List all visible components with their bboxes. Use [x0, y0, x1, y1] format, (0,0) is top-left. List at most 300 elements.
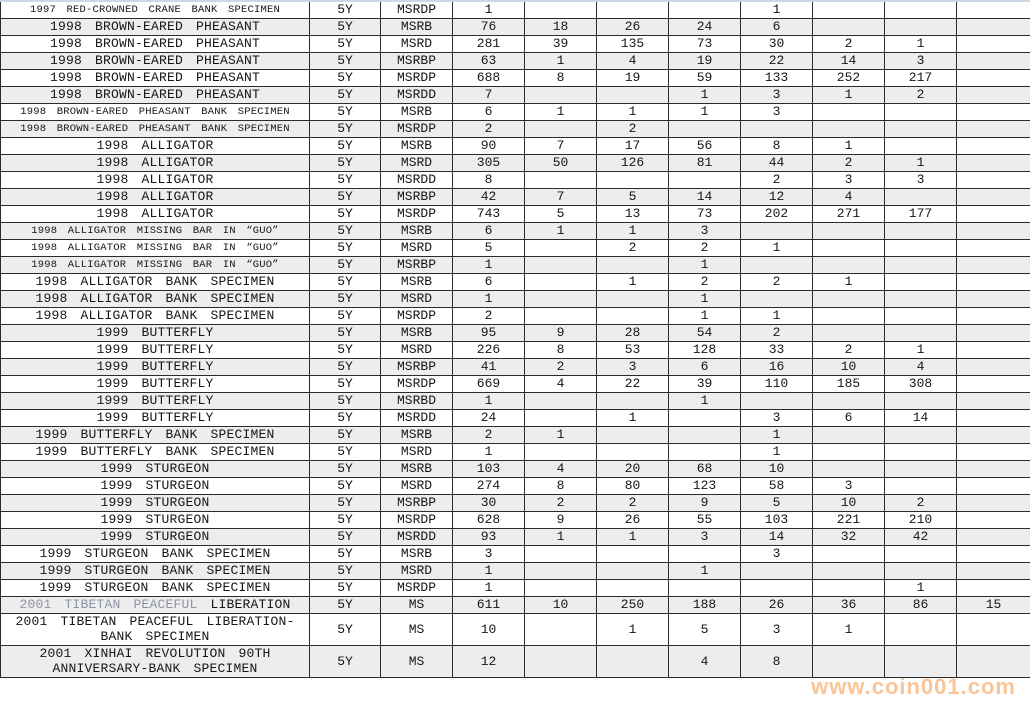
grade-count-cell: 1 [741, 1, 813, 18]
coin-name-cell[interactable] [1, 35, 310, 52]
grade-prefix-cell: MSRDD [381, 86, 453, 103]
table-row [1, 443, 1030, 460]
grade-count-cell [597, 545, 669, 562]
grade-prefix-cell: MSRDP [381, 205, 453, 222]
total-count-cell: 42 [453, 188, 525, 205]
grade-count-cell [813, 562, 885, 579]
denomination-cell: 5Y [310, 35, 381, 52]
table-row [1, 494, 1030, 511]
grade-count-cell: 56 [669, 137, 741, 154]
grade-count-cell [957, 171, 1030, 188]
grade-prefix-cell: MSRD [381, 239, 453, 256]
coin-name-cell[interactable] [1, 86, 310, 103]
grade-count-cell: 28 [597, 324, 669, 341]
grade-count-cell: 3 [885, 171, 957, 188]
coin-name-cell[interactable] [1, 1, 310, 18]
coin-name-text: 1999 STURGEON [100, 495, 210, 510]
grade-count-cell: 8 [741, 137, 813, 154]
denomination-cell: 5Y [310, 341, 381, 358]
census-table-body [1, 1, 1030, 677]
grade-count-cell: 271 [813, 205, 885, 222]
grade-count-cell [669, 120, 741, 137]
total-count-cell: 2 [453, 307, 525, 324]
grade-count-cell [885, 426, 957, 443]
grade-count-cell [741, 290, 813, 307]
denomination-cell: 5Y [310, 222, 381, 239]
coin-name-cell[interactable] [1, 375, 310, 392]
coin-name-light-text: 2001 TIBETAN PEACEFUL [19, 597, 211, 612]
grade-count-cell: 2 [813, 341, 885, 358]
total-count-cell: 669 [453, 375, 525, 392]
grade-count-cell [957, 341, 1030, 358]
coin-name-text: 1999 BUTTERFLY [96, 325, 214, 340]
grade-count-cell: 80 [597, 477, 669, 494]
grade-count-cell: 1 [669, 392, 741, 409]
coin-name-cell[interactable] [1, 341, 310, 358]
denomination-cell: 5Y [310, 120, 381, 137]
coin-name-cell[interactable] [1, 324, 310, 341]
table-row [1, 477, 1030, 494]
coin-name-text: 1998 ALLIGATOR [96, 172, 214, 187]
total-count-cell: 3 [453, 545, 525, 562]
table-row [1, 613, 1030, 645]
coin-name-text: 1998 ALLIGATOR [96, 138, 214, 153]
grade-count-cell: 110 [741, 375, 813, 392]
total-count-cell: 30 [453, 494, 525, 511]
grade-count-cell: 32 [813, 528, 885, 545]
grade-prefix-cell: MSRD [381, 290, 453, 307]
total-count-cell: 41 [453, 358, 525, 375]
grade-count-cell [525, 579, 597, 596]
total-count-cell: 281 [453, 35, 525, 52]
grade-prefix-cell: MSRDP [381, 1, 453, 18]
grade-count-cell [525, 120, 597, 137]
table-row [1, 1, 1030, 18]
coin-name-cell[interactable] [1, 409, 310, 426]
coin-name-text: 1998 ALLIGATOR BANK SPECIMEN [35, 308, 275, 323]
grade-prefix-cell: MSRB [381, 324, 453, 341]
total-count-cell: 6 [453, 273, 525, 290]
coin-name-cell[interactable] [1, 273, 310, 290]
coin-name-text: 1998 BROWN-EARED PHEASANT [49, 70, 261, 85]
grade-count-cell [885, 290, 957, 307]
coin-name-cell[interactable] [1, 239, 310, 256]
grade-count-cell [957, 460, 1030, 477]
grade-count-cell: 3 [885, 52, 957, 69]
grade-count-cell [885, 324, 957, 341]
grade-count-cell: 10 [813, 358, 885, 375]
table-row [1, 103, 1030, 120]
denomination-cell: 5Y [310, 205, 381, 222]
grade-count-cell [885, 137, 957, 154]
table-row [1, 358, 1030, 375]
grade-count-cell: 3 [669, 222, 741, 239]
table-row [1, 69, 1030, 86]
total-count-cell: 1 [453, 392, 525, 409]
coin-name-cell[interactable] [1, 205, 310, 222]
grade-count-cell: 2 [669, 239, 741, 256]
grade-count-cell: 1 [525, 426, 597, 443]
coin-name-text: 1999 BUTTERFLY BANK SPECIMEN [35, 444, 275, 459]
grade-count-cell [597, 86, 669, 103]
coin-name-cell[interactable] [1, 511, 310, 528]
table-row [1, 239, 1030, 256]
grade-count-cell: 81 [669, 154, 741, 171]
grade-prefix-cell: MS [381, 596, 453, 613]
denomination-cell: 5Y [310, 154, 381, 171]
coin-name-text: 1998 ALLIGATOR [96, 155, 214, 170]
grade-count-cell: 1 [813, 137, 885, 154]
grade-count-cell [813, 443, 885, 460]
grade-count-cell: 5 [597, 188, 669, 205]
total-count-cell: 95 [453, 324, 525, 341]
grade-count-cell: 1 [885, 154, 957, 171]
grade-prefix-cell: MSRDP [381, 579, 453, 596]
grade-count-cell: 8 [525, 69, 597, 86]
total-count-cell: 1 [453, 1, 525, 18]
coin-name-cell[interactable] [1, 120, 310, 137]
grade-prefix-cell: MSRBP [381, 256, 453, 273]
grade-prefix-cell: MSRB [381, 18, 453, 35]
coin-name-cell[interactable] [1, 256, 310, 273]
table-row [1, 375, 1030, 392]
table-row [1, 35, 1030, 52]
grade-count-cell: 177 [885, 205, 957, 222]
denomination-cell: 5Y [310, 358, 381, 375]
coin-name-text: 1998 BROWN-EARED PHEASANT [49, 36, 261, 51]
grade-count-cell: 8 [741, 645, 813, 677]
grade-count-cell [957, 358, 1030, 375]
grade-count-cell [741, 579, 813, 596]
grade-count-cell: 4 [669, 645, 741, 677]
grade-count-cell: 4 [525, 375, 597, 392]
grade-count-cell [813, 1, 885, 18]
grade-count-cell: 6 [813, 409, 885, 426]
grade-count-cell: 73 [669, 205, 741, 222]
total-count-cell: 2 [453, 426, 525, 443]
grade-count-cell: 4 [597, 52, 669, 69]
grade-count-cell: 308 [885, 375, 957, 392]
grade-count-cell: 126 [597, 154, 669, 171]
grade-count-cell: 22 [741, 52, 813, 69]
coin-name-cell[interactable] [1, 596, 310, 613]
grade-count-cell: 9 [525, 511, 597, 528]
grade-count-cell [957, 426, 1030, 443]
total-count-cell: 103 [453, 460, 525, 477]
coin-name-text: 1998 BROWN-EARED PHEASANT [49, 87, 261, 102]
coin-name-cell[interactable] [1, 477, 310, 494]
site-watermark: www.coin001.com [811, 674, 1016, 699]
denomination-cell: 5Y [310, 511, 381, 528]
grade-prefix-cell: MS [381, 613, 453, 645]
table-row [1, 545, 1030, 562]
coin-name-cell[interactable] [1, 443, 310, 460]
grade-count-cell [597, 426, 669, 443]
total-count-cell: 1 [453, 579, 525, 596]
grade-count-cell: 59 [669, 69, 741, 86]
grade-count-cell: 19 [597, 69, 669, 86]
grade-count-cell [741, 392, 813, 409]
coin-name-cell[interactable] [1, 188, 310, 205]
grade-count-cell: 1 [669, 103, 741, 120]
table-row [1, 188, 1030, 205]
coin-name-text: 1998 ALLIGATOR MISSING BAR IN “GUO” [31, 258, 279, 271]
coin-name-text: 1999 BUTTERFLY [96, 376, 214, 391]
grade-count-cell [885, 273, 957, 290]
denomination-cell: 5Y [310, 613, 381, 645]
total-count-cell: 76 [453, 18, 525, 35]
grade-count-cell: 14 [669, 188, 741, 205]
coin-name-text: 1999 STURGEON [100, 478, 210, 493]
coin-name-text: 1998 BROWN-EARED PHEASANT [49, 53, 261, 68]
grade-count-cell: 3 [741, 103, 813, 120]
coin-name-text: 1998 ALLIGATOR [96, 189, 214, 204]
grade-prefix-cell: MSRDP [381, 120, 453, 137]
grade-count-cell: 50 [525, 154, 597, 171]
grade-count-cell: 10 [741, 460, 813, 477]
grade-count-cell: 7 [525, 188, 597, 205]
grade-count-cell [813, 18, 885, 35]
grade-count-cell [885, 103, 957, 120]
grade-prefix-cell: MSRD [381, 35, 453, 52]
total-count-cell: 611 [453, 596, 525, 613]
total-count-cell: 93 [453, 528, 525, 545]
grade-count-cell [813, 426, 885, 443]
grade-count-cell: 3 [741, 545, 813, 562]
grade-count-cell: 1 [885, 35, 957, 52]
grade-count-cell [957, 579, 1030, 596]
grade-count-cell: 20 [597, 460, 669, 477]
coin-name-cell[interactable] [1, 307, 310, 324]
table-row [1, 290, 1030, 307]
coin-name-text: 1998 ALLIGATOR MISSING BAR IN “GUO” [31, 224, 279, 237]
grade-count-cell [957, 324, 1030, 341]
grade-count-cell: 15 [957, 596, 1030, 613]
coin-name-text: 1998 ALLIGATOR [96, 206, 214, 221]
grade-prefix-cell: MSRDD [381, 528, 453, 545]
table-row [1, 205, 1030, 222]
grade-prefix-cell: MSRBP [381, 52, 453, 69]
grade-count-cell [597, 562, 669, 579]
grade-count-cell [957, 1, 1030, 18]
grade-prefix-cell: MSRB [381, 545, 453, 562]
grade-count-cell: 5 [741, 494, 813, 511]
coin-name-text: 1998 ALLIGATOR MISSING BAR IN “GUO” [31, 241, 279, 254]
grade-prefix-cell: MSRDD [381, 409, 453, 426]
coin-name-cell[interactable] [1, 290, 310, 307]
grade-count-cell: 5 [669, 613, 741, 645]
denomination-cell: 5Y [310, 460, 381, 477]
grade-count-cell: 10 [813, 494, 885, 511]
grade-prefix-cell: MSRD [381, 562, 453, 579]
grade-count-cell [669, 579, 741, 596]
grade-count-cell [597, 579, 669, 596]
grade-count-cell: 250 [597, 596, 669, 613]
coin-name-cell[interactable] [1, 52, 310, 69]
grade-count-cell [885, 392, 957, 409]
coin-name-text: 1999 STURGEON [100, 512, 210, 527]
grade-prefix-cell: MSRD [381, 443, 453, 460]
coin-name-cell[interactable] [1, 562, 310, 579]
coin-name-text: 1997 RED-CROWNED CRANE BANK SPECIMEN [29, 3, 281, 16]
coin-name-cell[interactable] [1, 222, 310, 239]
grade-count-cell: 14 [885, 409, 957, 426]
grade-count-cell [957, 18, 1030, 35]
coin-name-cell[interactable] [1, 494, 310, 511]
coin-name-cell[interactable] [1, 392, 310, 409]
coin-name-cell[interactable] [1, 18, 310, 35]
coin-name-cell[interactable] [1, 645, 310, 677]
denomination-cell: 5Y [310, 392, 381, 409]
grade-count-cell [669, 171, 741, 188]
grade-count-cell [813, 256, 885, 273]
grade-count-cell: 188 [669, 596, 741, 613]
table-row [1, 460, 1030, 477]
denomination-cell: 5Y [310, 18, 381, 35]
grade-count-cell [885, 1, 957, 18]
grade-count-cell [957, 188, 1030, 205]
grade-prefix-cell: MSRD [381, 154, 453, 171]
grade-count-cell: 5 [525, 205, 597, 222]
coin-name-text: 1999 STURGEON BANK SPECIMEN [39, 546, 271, 561]
table-row [1, 528, 1030, 545]
grade-count-cell [885, 222, 957, 239]
grade-count-cell [957, 273, 1030, 290]
grade-count-cell [597, 171, 669, 188]
grade-count-cell [957, 35, 1030, 52]
coin-name-cell[interactable] [1, 171, 310, 188]
grade-count-cell [525, 562, 597, 579]
grade-count-cell [525, 239, 597, 256]
coin-name-cell[interactable] [1, 579, 310, 596]
denomination-cell: 5Y [310, 562, 381, 579]
grade-count-cell [957, 290, 1030, 307]
grade-prefix-cell: MSRDD [381, 171, 453, 188]
grade-count-cell [885, 18, 957, 35]
grade-count-cell: 185 [813, 375, 885, 392]
grade-count-cell: 1 [813, 86, 885, 103]
coin-name-cell[interactable] [1, 528, 310, 545]
grade-count-cell: 1 [885, 579, 957, 596]
denomination-cell: 5Y [310, 426, 381, 443]
total-count-cell: 743 [453, 205, 525, 222]
grade-prefix-cell: MSRDP [381, 511, 453, 528]
table-row [1, 392, 1030, 409]
grade-count-cell: 1 [669, 307, 741, 324]
total-count-cell: 12 [453, 645, 525, 677]
grade-count-cell [957, 528, 1030, 545]
table-row [1, 273, 1030, 290]
grade-count-cell: 1 [741, 307, 813, 324]
grade-count-cell: 2 [597, 120, 669, 137]
grade-prefix-cell: MSRB [381, 460, 453, 477]
coin-name-cell[interactable] [1, 460, 310, 477]
grade-count-cell [813, 120, 885, 137]
table-row [1, 86, 1030, 103]
grade-count-cell: 8 [525, 341, 597, 358]
grade-count-cell [957, 477, 1030, 494]
denomination-cell: 5Y [310, 290, 381, 307]
denomination-cell: 5Y [310, 188, 381, 205]
grade-count-cell: 4 [885, 358, 957, 375]
coin-name-cell[interactable] [1, 154, 310, 171]
grade-prefix-cell: MSRDP [381, 69, 453, 86]
grade-count-cell: 9 [669, 494, 741, 511]
grade-count-cell: 128 [669, 341, 741, 358]
grade-count-cell [957, 154, 1030, 171]
grade-count-cell: 1 [669, 86, 741, 103]
grade-count-cell [669, 443, 741, 460]
grade-count-cell: 2 [885, 494, 957, 511]
grade-count-cell [669, 1, 741, 18]
grade-prefix-cell: MS [381, 645, 453, 677]
grade-count-cell: 18 [525, 18, 597, 35]
grade-count-cell [597, 645, 669, 677]
total-count-cell: 63 [453, 52, 525, 69]
coin-name-cell[interactable] [1, 545, 310, 562]
coin-name-cell[interactable] [1, 103, 310, 120]
grade-count-cell [813, 324, 885, 341]
grade-count-cell [741, 256, 813, 273]
coin-name-text: 1999 BUTTERFLY [96, 393, 214, 408]
grade-count-cell: 58 [741, 477, 813, 494]
grade-count-cell [597, 290, 669, 307]
table-row [1, 596, 1030, 613]
denomination-cell: 5Y [310, 375, 381, 392]
coin-name-text: 1999 BUTTERFLY [96, 342, 214, 357]
grade-prefix-cell: MSRD [381, 477, 453, 494]
total-count-cell: 2 [453, 120, 525, 137]
grade-count-cell [885, 613, 957, 645]
grade-count-cell [813, 290, 885, 307]
grade-count-cell [957, 205, 1030, 222]
coin-name-cell[interactable] [1, 137, 310, 154]
grade-count-cell [597, 307, 669, 324]
total-count-cell: 5 [453, 239, 525, 256]
grade-count-cell [957, 375, 1030, 392]
grade-count-cell: 55 [669, 511, 741, 528]
total-count-cell: 90 [453, 137, 525, 154]
grade-count-cell: 2 [813, 35, 885, 52]
grade-count-cell [525, 273, 597, 290]
total-count-cell: 274 [453, 477, 525, 494]
grade-count-cell: 39 [669, 375, 741, 392]
grade-count-cell [669, 426, 741, 443]
grade-count-cell: 2 [669, 273, 741, 290]
grade-count-cell: 123 [669, 477, 741, 494]
grade-count-cell [813, 460, 885, 477]
grade-count-cell: 1 [741, 443, 813, 460]
coin-name-cell[interactable] [1, 426, 310, 443]
denomination-cell: 5Y [310, 69, 381, 86]
denomination-cell: 5Y [310, 579, 381, 596]
grade-count-cell [957, 645, 1030, 677]
grade-count-cell [813, 222, 885, 239]
coin-name-cell[interactable] [1, 358, 310, 375]
grade-count-cell: 16 [741, 358, 813, 375]
denomination-cell: 5Y [310, 137, 381, 154]
grade-count-cell [957, 137, 1030, 154]
grade-count-cell [525, 409, 597, 426]
coin-name-cell[interactable] [1, 613, 310, 645]
coin-name-cell[interactable] [1, 69, 310, 86]
total-count-cell: 10 [453, 613, 525, 645]
table-row [1, 562, 1030, 579]
grade-count-cell: 1 [597, 613, 669, 645]
table-row [1, 341, 1030, 358]
grade-count-cell: 217 [885, 69, 957, 86]
table-row [1, 52, 1030, 69]
